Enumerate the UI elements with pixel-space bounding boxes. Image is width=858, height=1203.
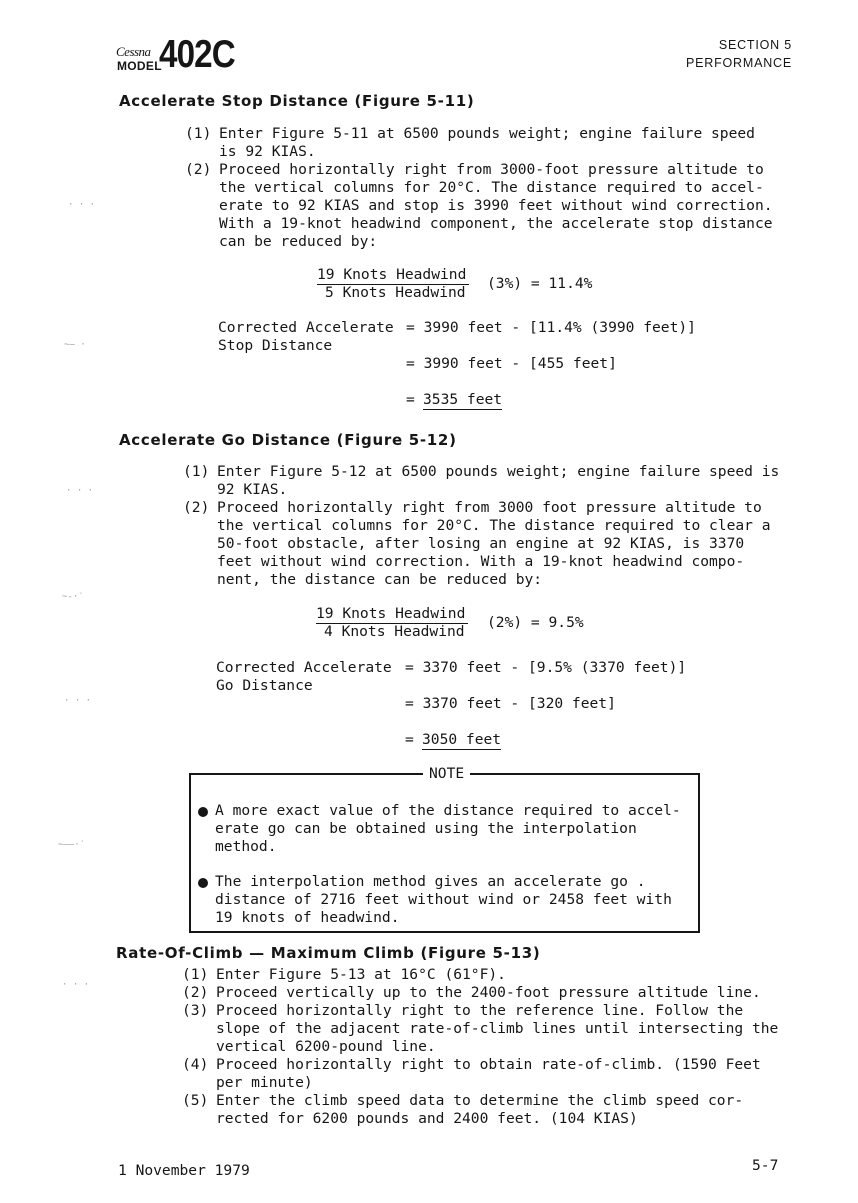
- step-text: Enter Figure 5-12 at 6500 pounds weight; engine failure speed is: [217, 463, 780, 480]
- calc-result: 3050 feet: [422, 731, 502, 748]
- step-number: (1): [183, 463, 210, 480]
- scan-mark: · · ·: [68, 200, 96, 210]
- scan-mark: · · ·: [66, 486, 94, 496]
- heading-rate-of-climb: Rate-Of-Climb — Maximum Climb (Figure 5-13): [116, 944, 541, 962]
- step-text: Proceed horizontally right from 3000-foot pressure altitude to: [219, 161, 764, 178]
- step-text: erate to 92 KIAS and stop is 3990 feet without wind correction.: [219, 197, 773, 214]
- step-text: the vertical columns for 20°C. The distance required to accel-: [219, 179, 764, 196]
- step-text: is 92 KIAS.: [219, 143, 316, 160]
- step-text: Enter Figure 5-11 at 6500 pounds weight; engine failure speed: [219, 125, 755, 142]
- section-number: SECTION 5: [718, 38, 792, 52]
- calc-label: Corrected Accelerate: [218, 319, 394, 336]
- step-text: Enter the climb speed data to determine the climb speed cor-: [216, 1092, 744, 1109]
- step-text: Proceed horizontally right from 3000 foot pressure altitude to: [217, 499, 762, 516]
- note-text: 19 knots of headwind.: [215, 909, 400, 926]
- step-number: (2): [182, 984, 209, 1001]
- step-text: Proceed horizontally right to obtain rate-of-climb. (1590 Feet: [216, 1056, 761, 1073]
- step-number: (1): [182, 966, 209, 983]
- step-text: can be reduced by:: [219, 233, 378, 250]
- step-number: (2): [183, 499, 210, 516]
- fraction-result: (3%) = 11.4%: [487, 275, 593, 292]
- calc-label: Go Distance: [216, 677, 313, 694]
- calc-label: Corrected Accelerate: [216, 659, 392, 676]
- calc-line: = 3370 feet - [320 feet]: [405, 695, 616, 712]
- step-number: (3): [182, 1002, 209, 1019]
- step-number: (5): [182, 1092, 209, 1109]
- note-text: method.: [215, 838, 277, 855]
- note-text: erate go can be obtained using the interpolation: [215, 820, 637, 837]
- bullet-icon: [198, 878, 208, 888]
- brand-logo: Cessna: [116, 44, 151, 59]
- section-title: PERFORMANCE: [685, 56, 792, 70]
- step-number: (1): [185, 125, 212, 142]
- calc-line: = 3990 feet - [11.4% (3990 feet)]: [406, 319, 696, 336]
- step-text: feet without wind correction. With a 19-knot headwind compo-: [217, 553, 745, 570]
- scan-mark: ~––·′: [58, 840, 86, 850]
- step-text: the vertical columns for 20°C. The distance required to clear a: [217, 517, 771, 534]
- scan-mark: · · ·: [62, 980, 90, 990]
- calc-line: = 3990 feet - [455 feet]: [406, 355, 617, 372]
- step-text: vertical 6200-pound line.: [216, 1038, 436, 1055]
- step-text: 92 KIAS.: [217, 481, 288, 498]
- step-text: 50-foot obstacle, after losing an engine at 92 KIAS, is 3370: [217, 535, 745, 552]
- footer-date: 1 November 1979: [118, 1162, 250, 1179]
- calc-equals: =: [406, 391, 415, 408]
- step-text: Proceed horizontally right to the reference line. Follow the: [216, 1002, 744, 1019]
- scan-mark: ~– ·: [64, 340, 86, 350]
- step-number: (4): [182, 1056, 209, 1073]
- step-text: nent, the distance can be reduced by:: [217, 571, 543, 588]
- scan-mark: · · ·: [64, 696, 92, 706]
- calc-result: 3535 feet: [423, 391, 503, 408]
- fraction-numerator: 19 Knots Headwind: [317, 266, 469, 285]
- fraction-denominator: 4 Knots Headwind: [324, 623, 465, 640]
- step-text: Enter Figure 5-13 at 16°C (61°F).: [216, 966, 506, 983]
- model-label: MODEL: [117, 59, 162, 73]
- step-text: With a 19-knot headwind component, the accelerate stop distance: [219, 215, 773, 232]
- fraction-numerator: 19 Knots Headwind: [316, 605, 468, 624]
- bullet-icon: [198, 807, 208, 817]
- calc-equals: =: [405, 731, 414, 748]
- step-text: slope of the adjacent rate-of-climb lines until intersecting the: [216, 1020, 779, 1037]
- step-text: Proceed vertically up to the 2400-foot pressure altitude line.: [216, 984, 761, 1001]
- heading-accelerate-go: Accelerate Go Distance (Figure 5-12): [119, 431, 457, 449]
- step-number: (2): [185, 161, 212, 178]
- fraction-result: (2%) = 9.5%: [487, 614, 584, 631]
- heading-accelerate-stop: Accelerate Stop Distance (Figure 5-11): [119, 92, 475, 110]
- step-text: per minute): [216, 1074, 313, 1091]
- step-text: rected for 6200 pounds and 2400 feet. (104 KIAS): [216, 1110, 638, 1127]
- note-text: A more exact value of the distance required to accel-: [215, 802, 681, 819]
- note-text: distance of 2716 feet without wind or 2458 feet with: [215, 891, 672, 908]
- model-number: 402C: [159, 33, 235, 76]
- fraction-denominator: 5 Knots Headwind: [325, 284, 466, 301]
- calc-line: = 3370 feet - [9.5% (3370 feet)]: [405, 659, 687, 676]
- scan-mark: ~-·′: [62, 592, 84, 602]
- note-title: NOTE: [429, 765, 465, 782]
- note-text: The interpolation method gives an accelerate go .: [215, 873, 646, 890]
- calc-label: Stop Distance: [218, 337, 333, 354]
- page-number: 5-7: [752, 1157, 779, 1174]
